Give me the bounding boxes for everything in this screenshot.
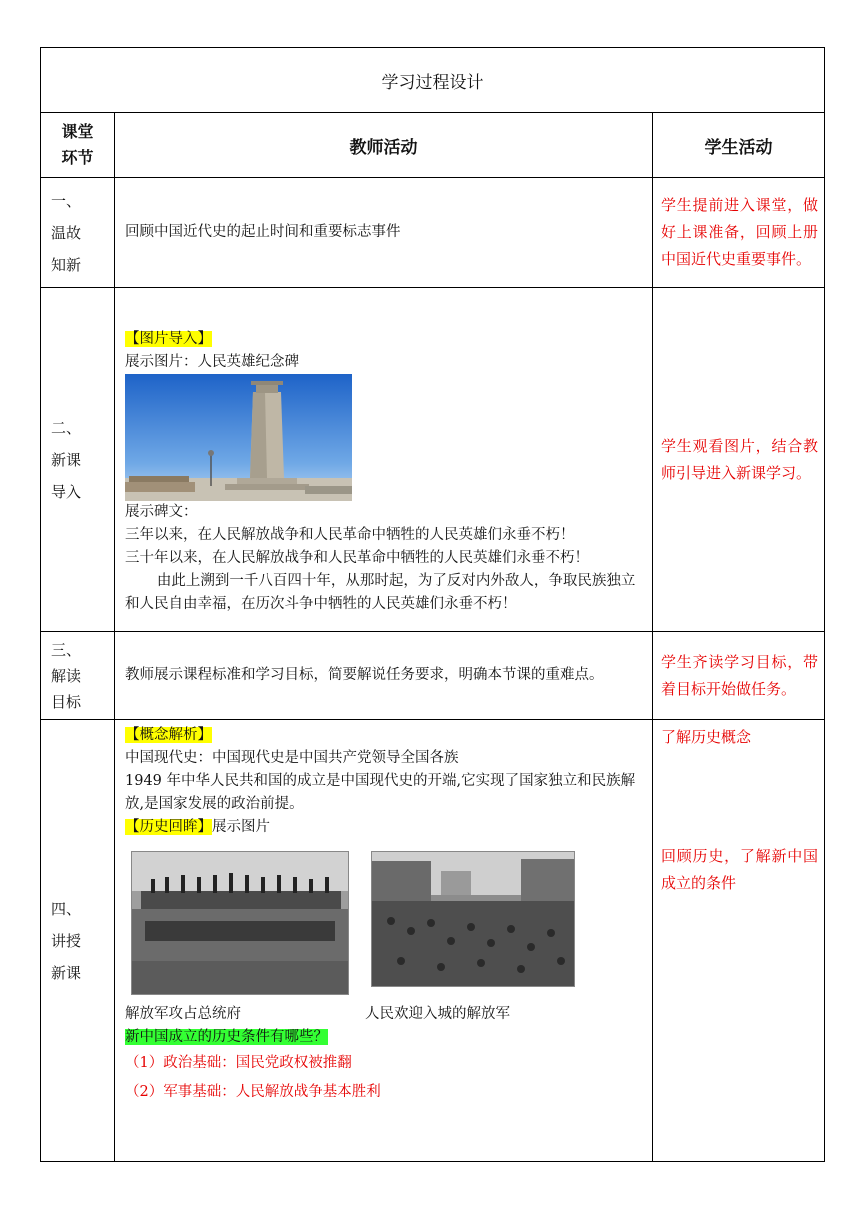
presidential-palace-photo-icon [131,851,349,995]
stage-label-1: 新课 [51,450,82,469]
stage-label-2: 新课 [51,963,82,982]
stage-number: 二、 [51,418,82,437]
photo-caption-2: 人民欢迎入城的解放军 [365,1006,510,1022]
photo-row [131,851,644,995]
table-row [41,632,825,720]
photo-caption-1: 解放军攻占总统府 [125,1006,241,1022]
point-1: （1）政治基础：国民党政权被推翻 [125,1055,352,1071]
student-cell: 学生齐读学习目标，带着目标开始做任务。 [653,632,825,720]
teacher-cell [115,632,653,720]
stage-cell [41,720,115,1162]
stage-cell [41,632,115,720]
stage-cell [41,178,115,288]
teacher-cell [115,720,653,1162]
table-row [41,720,825,1162]
stage-label-2: 知新 [51,255,82,274]
stage-label-2: 目标 [51,692,82,711]
stage-number: 四、 [51,899,82,918]
header-teacher: 教师活动 [115,113,653,178]
show-inscription-text: 展示碑文： [125,503,198,520]
teacher-text: 教师展示课程标准和学习目标，简要解说任务要求，明确本节课的重难点。 [125,667,604,683]
show-picture-text: 展示图片：人民英雄纪念碑 [125,353,299,370]
student-cell: 学生提前进入课堂，做好上课准备，回顾上册中国近代史重要事件。 [653,178,825,288]
section-tag: 【图片导入】 [125,330,212,347]
table-row [41,288,825,632]
stage-label-1: 温故 [51,223,82,242]
student-cell [653,720,825,1162]
definition-text: 中国现代史：中国现代史是中国共产党领导全国各族 [125,750,459,766]
inscription-line-1: 三年以来，在人民解放战争和人民革命中牺牲的人民英雄们永垂不朽！ [125,526,575,543]
definition-text-2: 1949 年中华人民共和国的成立是中国现代史的开端,它实现了国家独立和民族解放,是国家发展的政治前提。 [125,773,636,812]
question-text: 新中国成立的历史条件有哪些？ [125,1029,328,1045]
stage-cell [41,288,115,632]
student-cell: 学生观看图片，结合教师引导进入新课学习。 [653,288,825,632]
table-title: 学习过程设计 [41,48,825,113]
section-tag: 【概念解析】 [125,727,212,743]
monument-photo-icon [125,374,352,501]
welcome-army-photo-icon [371,851,575,987]
teacher-text: 回顾中国近代史的起止时间和重要标志事件 [125,224,401,240]
lesson-design-table [40,47,825,1162]
teacher-cell [115,288,653,632]
table-row [41,178,825,288]
inscription-line-2: 三十年以来，在人民解放战争和人民革命中牺牲的人民英雄们永垂不朽！ [125,549,589,566]
section-tag: 【历史回眸】 [125,819,212,835]
stage-number: 一、 [51,191,82,210]
header-row [41,113,825,178]
title-row [41,48,825,113]
review-line [125,816,644,839]
header-student: 学生活动 [653,113,825,178]
point-2: （2）军事基础：人民解放战争基本胜利 [125,1084,381,1100]
inscription-line-3: 由此上溯到一千八百四十年，从那时起，为了反对内外敌人，争取民族独立和人民自由幸福，在历次斗争中牺牲的人民英雄们永垂不朽！ [125,572,636,612]
stage-label-1: 讲授 [51,931,82,950]
stage-label-1: 解读 [51,666,82,685]
caption-row [125,1003,644,1026]
review-text: 展示图片 [212,819,270,835]
student-text-2: 回顾历史，了解新中国成立的条件 [661,847,819,892]
header-stage-line1: 课堂 [61,122,94,141]
teacher-cell [115,178,653,288]
stage-label-2: 导入 [51,482,82,501]
header-stage [41,113,115,178]
student-text-1: 了解历史概念 [661,728,752,746]
stage-number: 三、 [51,640,82,659]
header-stage-line2: 环节 [61,148,94,167]
